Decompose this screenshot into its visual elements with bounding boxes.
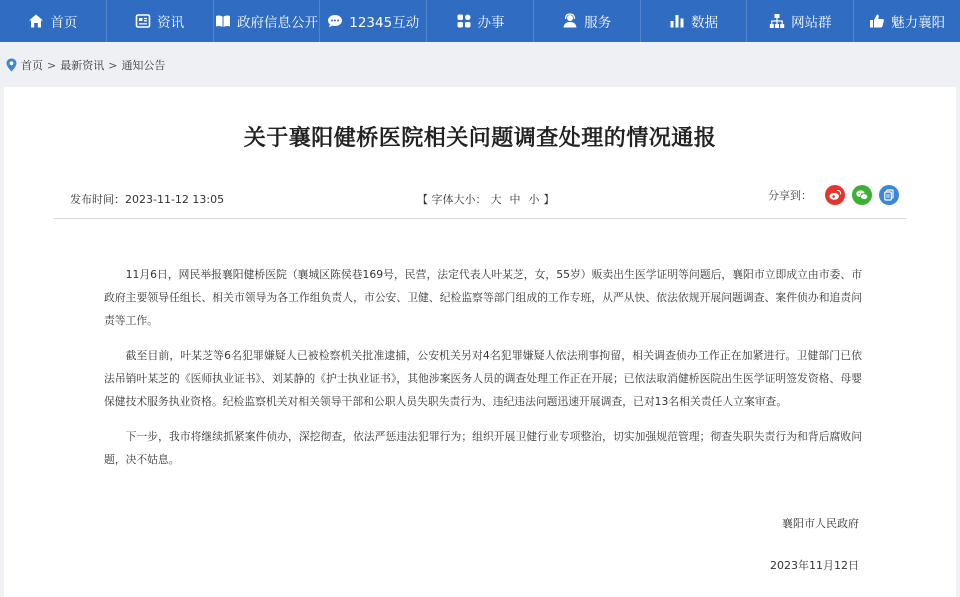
nav-item-label: 数据 (691, 15, 719, 31)
breadcrumb-separator: > (108, 58, 118, 72)
publish-time-label: 发布时间： (70, 193, 125, 206)
publish-time-value: 2023-11-12 13:05 (125, 193, 225, 206)
grid-icon (456, 13, 472, 29)
article-sign-date: 2023年11月12日 (770, 559, 859, 572)
nav-item-label: 魅力襄阳 (891, 15, 946, 31)
article-body (104, 263, 862, 483)
wechat-icon (855, 188, 869, 202)
share-wechat-button[interactable] (852, 185, 872, 205)
sitemap-icon (769, 13, 785, 29)
location-pin-icon (6, 58, 17, 72)
nav-item-label: 政府信息公开 (236, 15, 318, 31)
share-copy-button[interactable] (879, 185, 899, 205)
article-meta-bar (54, 185, 904, 211)
share-weibo-button[interactable] (825, 185, 845, 205)
breadcrumb-notices-link[interactable]: 通知公告 (121, 59, 166, 72)
font-size-large-button[interactable]: 大 (490, 193, 502, 206)
breadcrumb (6, 56, 165, 74)
chat-icon (327, 13, 343, 29)
bar-chart-icon (669, 13, 685, 29)
share-bar (768, 185, 899, 205)
service-icon (562, 13, 578, 29)
breadcrumb-latest-news-link[interactable]: 最新资讯 (60, 59, 105, 72)
copy-icon (882, 188, 896, 202)
nav-item-label: 网站群 (791, 15, 832, 31)
nav-item-data[interactable] (641, 0, 748, 42)
article-title: 关于襄阳健桥医院相关问题调查处理的情况通报 (243, 126, 717, 151)
nav-item-affairs[interactable] (427, 0, 534, 42)
nav-item-label: 服务 (584, 15, 612, 31)
publish-time (70, 191, 224, 207)
meta-divider (54, 218, 906, 219)
nav-item-charm-xiangyang[interactable] (854, 0, 960, 42)
breadcrumb-home-link[interactable]: 首页 (21, 59, 43, 72)
weibo-icon (828, 188, 842, 202)
thumbs-up-icon (869, 13, 885, 29)
font-size-bracket-close: 】 (543, 193, 555, 206)
font-size-small-button[interactable]: 小 (528, 193, 540, 206)
article-paragraph: 11月6日，网民举报襄阳健桥医院（襄城区陈侯巷169号，民营，法定代表人叶某芝，女，55岁）贩卖出生医学证明等问题后，襄阳市立即成立由市委、市政府主要领导任组长、相关市领导为各工作组负责人，市公安、卫健、纪检监察等部门组成的工作专班，从严从快、依法依规开展问题调查、案件侦办和追责问责等工作。 (104, 268, 862, 327)
nav-item-12345[interactable] (320, 0, 427, 42)
breadcrumb-separator: > (47, 58, 57, 72)
nav-item-label: 12345互动 (349, 15, 420, 31)
nav-item-news[interactable] (107, 0, 214, 42)
nav-item-label: 资讯 (157, 15, 185, 31)
font-size-label: 【 字体大小： (417, 193, 487, 206)
font-size-medium-button[interactable]: 中 (509, 193, 521, 206)
home-icon (28, 13, 44, 29)
nav-item-home[interactable] (0, 0, 107, 42)
nav-item-label: 首页 (50, 15, 78, 31)
nav-item-service[interactable] (534, 0, 641, 42)
nav-item-label: 办事 (477, 15, 505, 31)
book-icon (215, 13, 231, 29)
news-icon (135, 13, 151, 29)
article-signature: 襄阳市人民政府 (782, 517, 859, 530)
article-card (4, 87, 956, 597)
article-paragraph: 截至目前，叶某芝等6名犯罪嫌疑人已被检察机关批准逮捕，公安机关另对4名犯罪嫌疑人依法刑事拘留，相关调查侦办工作正在加紧进行。卫健部门已依法吊销叶某芝的《医师执业证书》、刘某静的《护士执业证书》，其他涉案医务人员的调查处理工作正在开展；已依法取消健桥医院出生医学证明签发资格、母婴保健技术服务执业资格。纪检监察机关对相关领导干部和公职人员失职失责行为、违纪违法问题迅速开展调查，已对13名相关责任人立案审查。 (104, 349, 862, 408)
font-size-control (417, 191, 555, 207)
top-navigation (0, 0, 960, 42)
share-label: 分享到： (768, 189, 812, 202)
article-paragraph: 下一步，我市将继续抓紧案件侦办，深挖彻查，依法严惩违法犯罪行为；组织开展卫健行业专项整治，切实加强规范管理；彻查失职失责行为和背后腐败问题，决不姑息。 (104, 430, 862, 466)
nav-item-gov-info[interactable] (214, 0, 321, 42)
nav-item-site-group[interactable] (747, 0, 854, 42)
